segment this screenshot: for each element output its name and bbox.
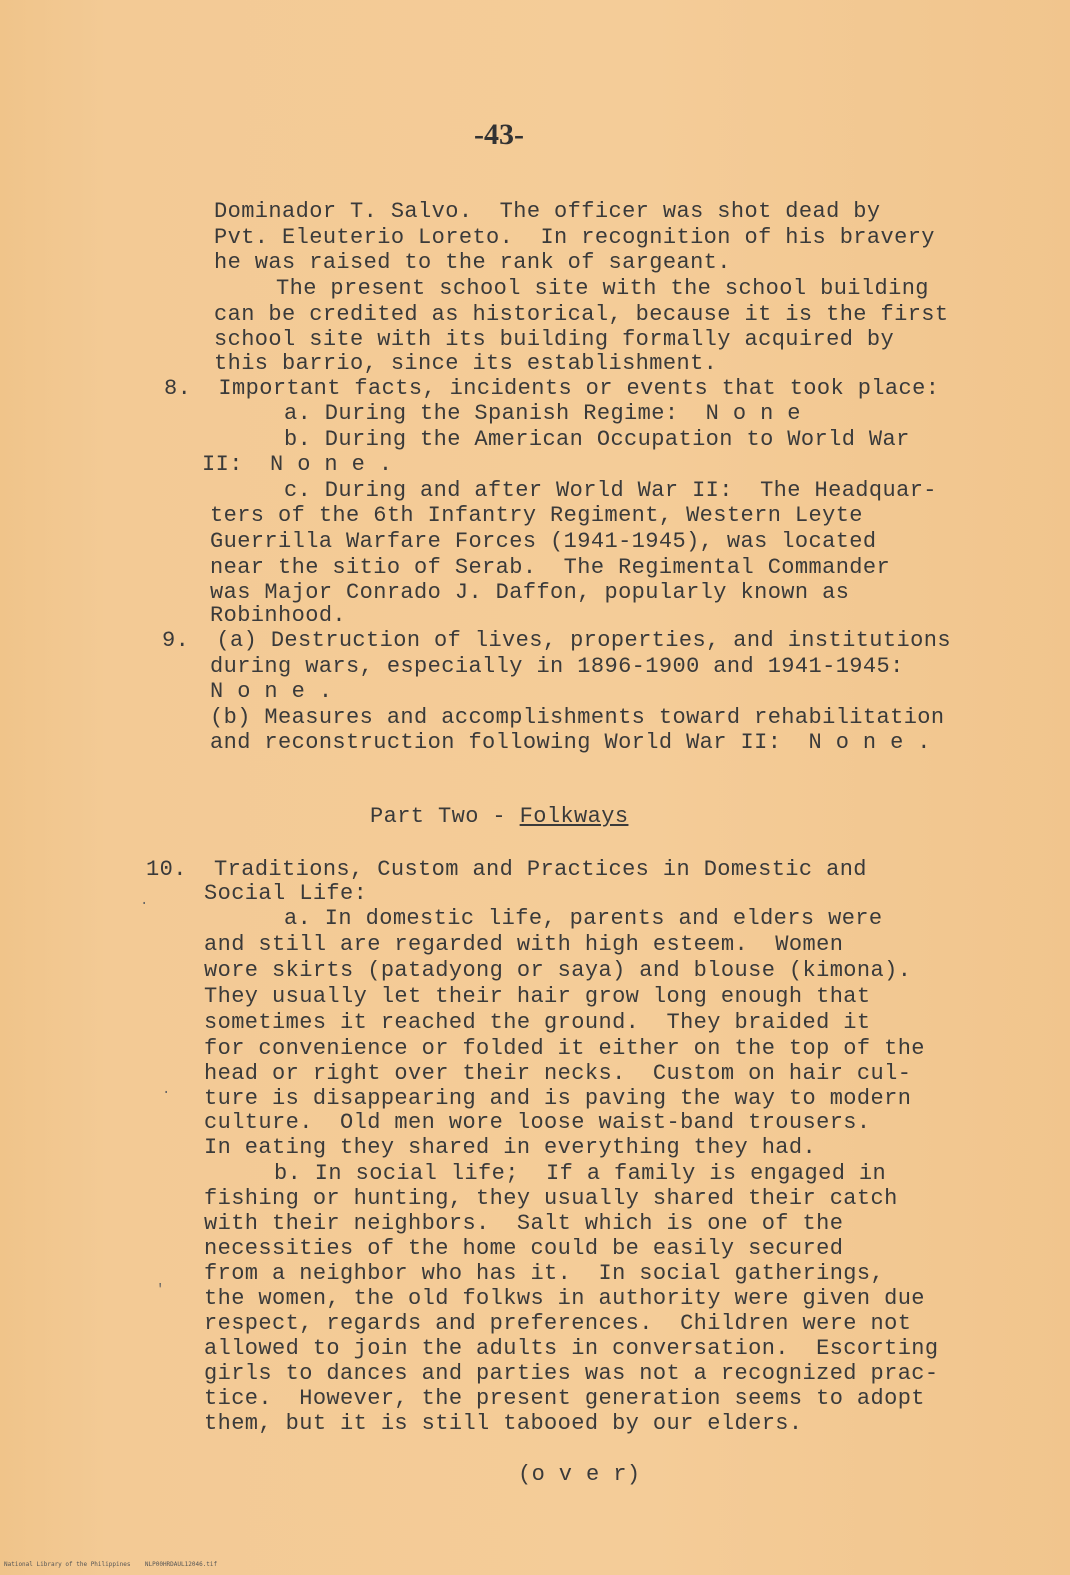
text-line: this barrio, since its establishment. [214,351,718,376]
text-line: ters of the 6th Infantry Regiment, Western Leyte [210,503,863,528]
text-line: allowed to join the adults in conversation. Escorting [204,1336,939,1361]
text-line: II: N o n e . [202,452,393,477]
text-line: b. During the American Occupation to World War [284,427,910,452]
part-heading-prefix: Part Two - [370,804,520,829]
text-line: school site with its building formally acquired by [214,327,895,352]
text-line: from a neighbor who has it. In social gatherings, [204,1261,885,1286]
part-heading [370,804,628,830]
scan-footer: National Library of the Philippines NLP00HRDAUL12046.tif [4,1561,218,1568]
text-line: Social Life: [204,881,368,906]
text-line: and reconstruction following World War II: N o n e . [210,730,931,755]
text-line: a. In domestic life, parents and elders were [284,906,883,931]
text-line: 10. Traditions, Custom and Practices in Domestic and [146,857,867,882]
margin-dot: · [140,896,149,912]
text-line: sometimes it reached the ground. They braided it [204,1010,871,1035]
text-line: the women, the old folkws in authority were given due [204,1286,925,1311]
text-line: can be credited as historical, because it is the first [214,302,949,327]
text-line: respect, regards and preferences. Children were not [204,1311,912,1336]
text-line: Pvt. Eleuterio Loreto. In recognition of his bravery [214,225,935,250]
text-line: during wars, especially in 1896-1900 and 1941-1945: [210,654,904,679]
text-line: N o n e . [210,679,333,704]
over-label: (o v e r) [518,1462,641,1487]
text-line: he was raised to the rank of sargeant. [214,250,731,275]
text-line: for convenience or folded it either on the top of the [204,1036,925,1061]
text-line: them, but it is still tabooed by our elders. [204,1411,803,1436]
text-line: head or right over their necks. Custom on hair cul- [204,1061,912,1086]
text-line: The present school site with the school building [276,276,929,301]
text-line: and still are regarded with high esteem. Women [204,932,844,957]
text-line: culture. Old men wore loose waist-band trousers. [204,1110,871,1135]
margin-dot: · [162,1085,171,1101]
text-line: 8. Important facts, incidents or events that took place: [164,376,940,401]
text-line: ture is disappearing and is paving the way to modern [204,1086,912,1111]
text-line: c. During and after World War II: The Headquar- [284,478,937,503]
text-line: Robinhood. [210,603,347,628]
text-line: 9. (a) Destruction of lives, properties, and institutions [162,628,951,653]
text-line: They usually let their hair grow long enough that [204,984,871,1009]
text-line: near the sitio of Serab. The Regimental Commander [210,555,891,580]
text-line: wore skirts (patadyong or saya) and blouse (kimona). [204,958,912,983]
text-line: necessities of the home could be easily secured [204,1236,844,1261]
text-line: b. In social life; If a family is engaged in [274,1161,887,1186]
text-line: a. During the Spanish Regime: N o n e [284,401,801,426]
text-line: tice. However, the present generation seems to adopt [204,1386,925,1411]
part-heading-title: Folkways [519,804,629,829]
text-line: In eating they shared in everything they had. [204,1135,817,1160]
text-line: was Major Conrado J. Daffon, popularly known as [210,580,850,605]
text-line: Dominador T. Salvo. The officer was shot dead by [214,199,881,224]
text-line: fishing or hunting, they usually shared their catch [204,1186,898,1211]
margin-tick: ′ [156,1282,165,1298]
text-line: with their neighbors. Salt which is one of the [204,1211,844,1236]
text-line: girls to dances and parties was not a recognized prac- [204,1361,939,1386]
text-line: Guerrilla Warfare Forces (1941-1945), was located [210,529,877,554]
text-line: (b) Measures and accomplishments toward rehabilitation [210,705,945,730]
page-number: -43- [474,118,524,151]
